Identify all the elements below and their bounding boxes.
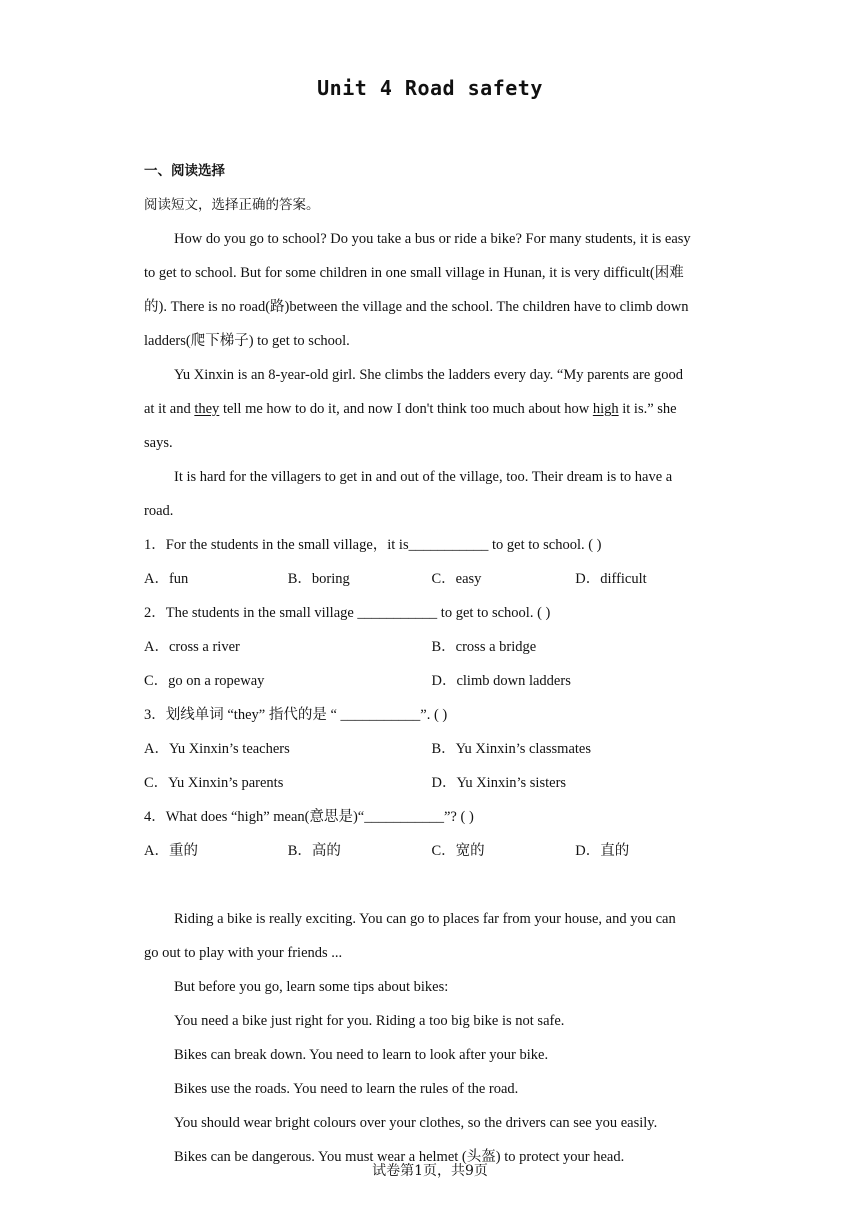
passage1-line: says. — [144, 435, 173, 451]
page-footer: 试卷第1页，共9页 — [372, 1163, 488, 1179]
question-stem: 1．For the students in the small village，it is___________ to get to school. ( ) — [144, 537, 602, 553]
passage2-line: Riding a bike is really exciting. You can go to places far from your house, and you can — [174, 911, 676, 927]
passage2-line: But before you go, learn some tips about bikes: — [174, 979, 449, 995]
option-a[interactable]: A．fun — [144, 571, 189, 587]
passage1-line: to get to school. But for some children in one small village in Hunan, it is very difficult(困难 — [144, 265, 684, 281]
passage1-line: How do you go to school? Do you take a bus or ride a bike? For many students, it is easy — [174, 231, 691, 247]
text-fragment: it is.” she — [618, 401, 677, 417]
option-b[interactable]: B．高的 — [287, 843, 341, 859]
text-fragment: at it and — [144, 401, 195, 417]
question-stem: 3．划线单词 “they” 指代的是 “ ___________”. ( ) — [144, 707, 448, 723]
passage2-line: Bikes use the roads. You need to learn the rules of the road. — [174, 1081, 519, 1097]
passage1-line: It is hard for the villagers to get in and out of the village, too. Their dream is to have a — [174, 469, 673, 485]
passage2-line: go out to play with your friends ... — [144, 945, 343, 961]
text-fragment: tell me how to do it, and now I don't think too much about how — [219, 401, 593, 417]
option-d[interactable]: D．difficult — [575, 571, 647, 587]
option-a[interactable]: A．cross a river — [144, 639, 240, 655]
option-d[interactable]: D．直的 — [575, 843, 630, 859]
question-stem: 4．What does “high” mean(意思是)“___________”? ( ) — [144, 809, 474, 825]
underlined-word-they: they — [194, 401, 220, 417]
option-d[interactable]: D．climb down ladders — [431, 673, 571, 689]
option-c[interactable]: C．easy — [431, 571, 482, 587]
document-body — [144, 154, 719, 1174]
section-heading: 一、阅读选择 — [144, 163, 225, 179]
option-b[interactable]: B．boring — [287, 571, 350, 587]
passage1-line: 的). There is no road(路)between the village and the school. The children have to climb down — [144, 299, 689, 315]
option-b[interactable]: B．Yu Xinxin’s classmates — [431, 741, 591, 757]
passage1-line — [144, 392, 719, 426]
instruction: 阅读短文，选择正确的答案。 — [144, 197, 320, 213]
passage1-line: Yu Xinxin is an 8-year-old girl. She climbs the ladders every day. “My parents are good — [174, 367, 683, 383]
question-options — [144, 630, 719, 664]
question-stem: 2．The students in the small village ___________ to get to school. ( ) — [144, 605, 551, 621]
passage2-line: You need a bike just right for you. Riding a too big bike is not safe. — [174, 1013, 565, 1029]
underlined-word-high: high — [592, 401, 619, 417]
option-a[interactable]: A．Yu Xinxin’s teachers — [144, 741, 290, 757]
passage2-line: You should wear bright colours over your clothes, so the drivers can see you easily. — [174, 1115, 658, 1131]
option-b[interactable]: B．cross a bridge — [431, 639, 537, 655]
option-c[interactable]: C．go on a ropeway — [144, 673, 265, 689]
option-d[interactable]: D．Yu Xinxin’s sisters — [431, 775, 567, 791]
page-title: Unit 4 Road safety — [317, 76, 543, 100]
passage2-line: Bikes can break down. You need to learn to look after your bike. — [174, 1047, 549, 1063]
question-options — [144, 664, 719, 698]
question-options — [144, 732, 719, 766]
question-options — [144, 834, 719, 868]
option-a[interactable]: A．重的 — [144, 843, 198, 859]
question-options — [144, 766, 719, 800]
option-c[interactable]: C．宽的 — [431, 843, 485, 859]
passage1-line: ladders(爬下梯子) to get to school. — [144, 333, 350, 349]
option-c[interactable]: C．Yu Xinxin’s parents — [144, 775, 284, 791]
passage1-line: road. — [144, 503, 174, 519]
spacer — [144, 868, 719, 902]
question-options — [144, 562, 719, 596]
passage2-line: Bikes can be dangerous. You must wear a helmet (头盔) to protect your head. — [174, 1149, 625, 1165]
